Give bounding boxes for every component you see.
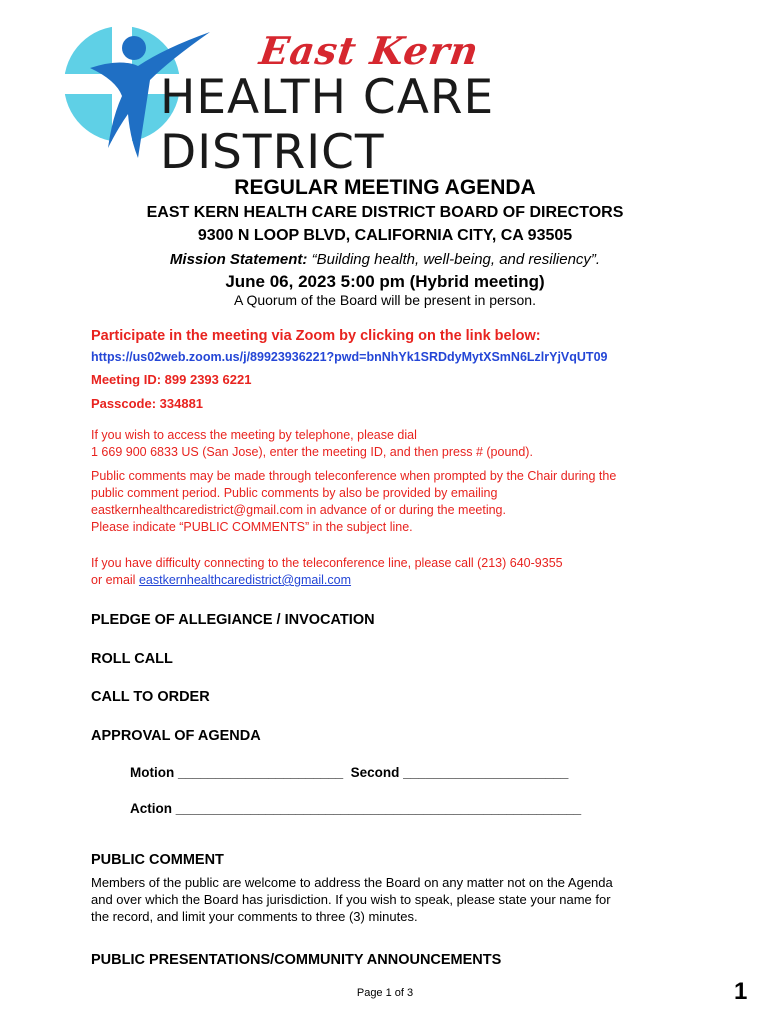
public-comment-heading: PUBLIC COMMENT: [91, 852, 224, 868]
page-title: REGULAR MEETING AGENDA: [234, 176, 536, 199]
agenda-roll-call: ROLL CALL: [91, 651, 173, 667]
public-comment-line-2: and over which the Board has jurisdiction. If you wish to speak, please state your name for: [91, 892, 611, 907]
difficulty-line-2: [91, 572, 691, 589]
district-logo: [60, 18, 710, 180]
difficulty-line-1: If you have difficulty connecting to the teleconference line, please call (213) 640-9355: [91, 556, 563, 570]
public-comments-info: [91, 468, 691, 536]
public-comments-line-2: public comment period. Public comments by also be provided by emailing: [91, 486, 498, 500]
meeting-date: June 06, 2023 5:00 pm (Hybrid meeting): [225, 272, 545, 291]
mission-text: “Building health, well-being, and resiliency”.: [307, 251, 601, 268]
board-name: EAST KERN HEALTH CARE DISTRICT BOARD OF DIRECTORS: [146, 204, 624, 221]
address: 9300 N LOOP BLVD, CALIFORNIA CITY, CA 93505: [197, 227, 573, 244]
zoom-heading: Participate in the meeting via Zoom by clicking on the link below:: [91, 328, 541, 344]
public-comment-text: [91, 874, 671, 925]
agenda-call-to-order: CALL TO ORDER: [91, 689, 210, 705]
logo-script-text: East Kern: [256, 28, 482, 73]
public-comment-line-1: Members of the public are welcome to address the Board on any matter not on the Agenda: [91, 875, 613, 890]
mission-label: Mission Statement:: [169, 251, 308, 268]
meeting-id: Meeting ID: 899 2393 6221: [91, 372, 252, 387]
motion-second-line: Motion ______________________ Second ______________________: [130, 765, 569, 780]
public-comments-line-1: Public comments may be made through teleconference when prompted by the Chair during the: [91, 469, 617, 483]
email-link[interactable]: eastkernhealthcaredistrict@gmail.com: [138, 573, 352, 587]
public-comments-line-3: eastkernhealthcaredistrict@gmail.com in advance of or during the meeting.: [91, 503, 506, 517]
passcode: Passcode: 334881: [91, 396, 204, 411]
quorum-note: A Quorum of the Board will be present in person.: [234, 292, 536, 308]
page-number: 1: [734, 978, 748, 1005]
phone-instructions: [91, 427, 691, 461]
public-comments-line-4: Please indicate “PUBLIC COMMENTS” in the subject line.: [91, 520, 413, 534]
action-line: Action ______________________________________________________: [130, 801, 582, 816]
mission-statement: [0, 251, 770, 268]
agenda-presentations: PUBLIC PRESENTATIONS/COMMUNITY ANNOUNCEMENTS: [91, 952, 502, 968]
phone-line-1: If you wish to access the meeting by telephone, please dial: [91, 428, 417, 442]
logo-figure-head: [122, 36, 146, 60]
logo-district-text: HEALTH CARE DISTRICT: [160, 70, 495, 180]
zoom-link[interactable]: https://us02web.zoom.us/j/89923936221?pwd=bnNhYk1SRDdyMytXSmN6LzlrYjVqUT09: [91, 350, 608, 364]
phone-line-2: 1 669 900 6833 US (San Jose), enter the meeting ID, and then press # (pound).: [91, 445, 533, 459]
page-footer: Page 1 of 3: [356, 987, 414, 999]
public-comment-line-3: the record, and limit your comments to three (3) minutes.: [91, 909, 418, 924]
agenda-approval: APPROVAL OF AGENDA: [91, 728, 261, 744]
difficulty-prefix: or email: [91, 573, 139, 587]
difficulty-info: [91, 555, 691, 589]
agenda-pledge: PLEDGE OF ALLEGIANCE / INVOCATION: [91, 612, 375, 628]
